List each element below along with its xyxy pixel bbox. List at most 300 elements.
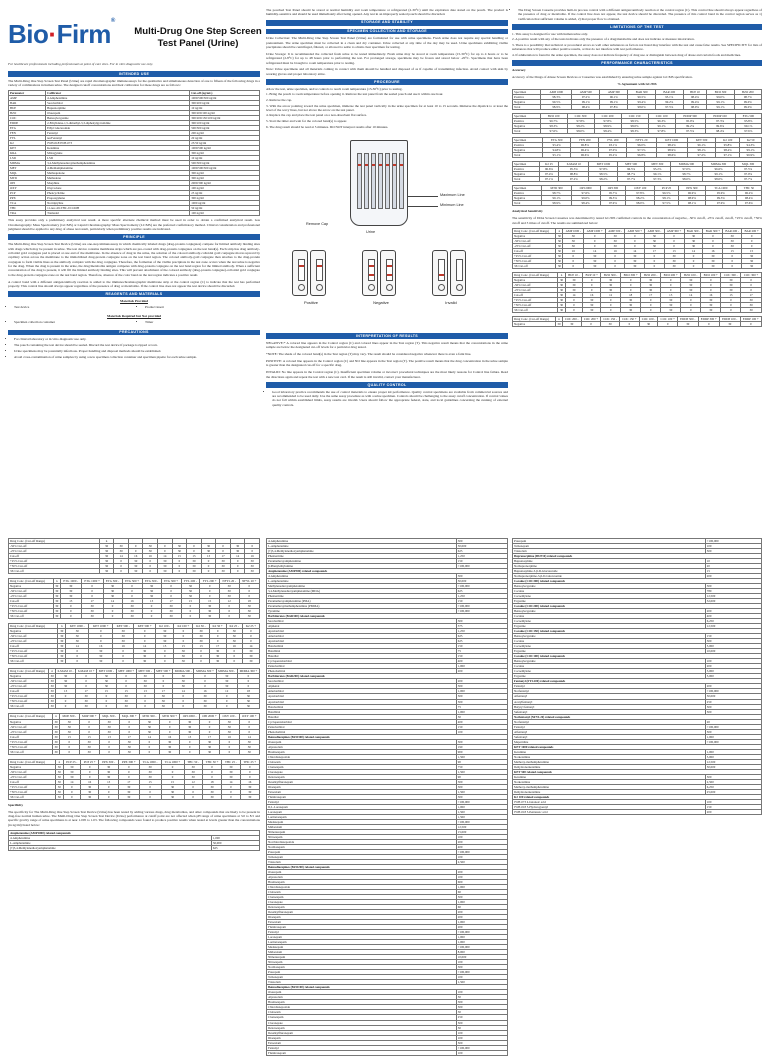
compound-value: 50,000: [456, 544, 507, 549]
urine-label: Urine: [366, 230, 376, 235]
table-cell: Morphine: [46, 181, 190, 186]
table-cell: 30: [209, 659, 226, 664]
table-cell: 0: [240, 764, 259, 769]
table-cell: 30: [242, 659, 259, 664]
table-cell: 0: [172, 564, 187, 569]
compound-name: Amobarbital: [267, 689, 457, 694]
table-cell: 30: [119, 749, 140, 754]
table-cell: 30: [161, 604, 181, 609]
table-header-cell: ETG 500 +: [122, 579, 142, 584]
table-header-cell: BAR 200: [655, 90, 683, 95]
table-cell: 30: [684, 239, 703, 244]
table-cell: 30: [625, 254, 645, 259]
table-cell: 30: [222, 764, 240, 769]
table-cell: 16: [122, 599, 142, 604]
column-2: [266, 8, 508, 532]
table-cell: 0: [122, 594, 142, 599]
table-cell: 0: [584, 233, 606, 238]
compound-value: >100,000: [456, 1045, 507, 1050]
compound-name: Aprobarbital: [267, 694, 457, 699]
table-header-cell: MET 300: [644, 162, 670, 167]
compound-name: Buprenorphine: [513, 559, 706, 564]
table-cell: 30: [66, 639, 89, 644]
compound-value: 200: [456, 915, 507, 920]
table-cell: Oxycodone: [46, 186, 190, 191]
table-cell: Negative: [513, 322, 556, 327]
compound-value: >100,000: [456, 584, 507, 589]
table-cell: 30: [741, 303, 762, 308]
table-cell: 96.6%: [571, 153, 599, 158]
table-cell: 0: [159, 729, 180, 734]
table-cell: 98.1%: [687, 148, 715, 153]
table-cell: 30: [703, 264, 723, 269]
positive-label: Positive: [303, 300, 318, 306]
compound-name: Ecgonine: [513, 624, 706, 629]
table-cell: 300/200 ng/ml: [190, 101, 260, 106]
compound-name: Alfentanyl: [513, 694, 706, 699]
compound-value: 400: [705, 614, 761, 619]
compound-name: Bromazepam: [267, 880, 457, 885]
logo-bio: Bio: [8, 19, 49, 49]
compound-value: 300: [456, 1000, 507, 1005]
table-cell: 0: [55, 704, 75, 709]
table-header-cell: BZO 200: [734, 90, 761, 95]
table-cell: 0: [701, 278, 721, 283]
table-cell: Negative: [513, 124, 541, 129]
table-cell: 16: [113, 644, 134, 649]
compound-value: 200: [705, 684, 761, 689]
table-cell: 0: [222, 794, 240, 799]
interp-positive: POSITIVE: A colored line appears in the Control region (C) and NO line appears in the Test region (T). The positive result means that the drug concentration in the urine sample is greater than the designated cut-off for a specific drug.: [266, 358, 508, 368]
compound-name: Alprazolam: [267, 744, 457, 749]
table-header-cell: PPX 300 -: [99, 759, 119, 764]
section-reagents: REAGENTS AND MATERIALS: [8, 291, 260, 297]
table-cell: 0: [583, 283, 601, 288]
table-cell: 15: [79, 734, 99, 739]
table-cell: TCA: [9, 201, 46, 206]
table-cell: 30: [562, 322, 581, 327]
table-cell: 0: [565, 298, 582, 303]
table-cell: 96.4%: [571, 148, 599, 153]
table-cell: 30: [220, 719, 239, 724]
table-cell: 30: [701, 298, 721, 303]
table-cell: 0: [220, 744, 239, 749]
table-cell: 0: [156, 659, 174, 664]
material-item: • Specimen collection container: [14, 320, 129, 324]
compound-value: 3,000: [705, 669, 761, 674]
table-cell: 30: [56, 774, 64, 779]
table-cell: 0: [142, 609, 161, 614]
table-header-cell: EDDP 300: [675, 114, 705, 119]
table-cell: 30: [742, 254, 762, 259]
table-cell: 30: [60, 724, 79, 729]
table-header-cell: Specimen: [513, 90, 541, 95]
table-cell: 30: [681, 278, 701, 283]
table-cell: 30: [173, 684, 194, 689]
table-header-cell: MQL 300 +: [119, 714, 140, 719]
remove-cap-label: Remove Cap: [306, 222, 329, 227]
table-header-cell: TCA 1000 -: [139, 759, 161, 764]
compound-value: 500: [705, 549, 761, 554]
table-header-cell: 6-MAM 10: [559, 162, 589, 167]
table-cell: 0: [55, 699, 75, 704]
compound-value: 200: [456, 925, 507, 930]
table-cell: 30: [154, 694, 173, 699]
table-cell: 30: [99, 549, 114, 554]
table-cell: 0: [581, 322, 601, 327]
table-header-cell: ETG 300: [542, 138, 570, 143]
table-cell: 30: [122, 609, 142, 614]
table-cell: 30: [143, 544, 158, 549]
table-cell: 30: [174, 659, 193, 664]
table-cell: 97.0%: [670, 167, 702, 172]
table-cell: Cut-off: [513, 293, 558, 298]
compound-value: 300: [456, 779, 507, 784]
compound-value: >100,000: [456, 930, 507, 935]
table-cell: 30: [601, 278, 621, 283]
table-cell: 100 ng/ml: [190, 211, 260, 216]
table-cell: 17: [199, 734, 219, 739]
table-cell: 0: [240, 769, 259, 774]
table-cell: 0: [143, 564, 158, 569]
procedure-step: 6. The drug result should be read at 5 minutes. DO NOT interpret results after 10 minutes.: [266, 124, 389, 129]
section-limitations: LIMITATIONS OF THE TEST: [512, 24, 762, 30]
data-table: [512, 89, 762, 110]
table-cell: 0: [625, 239, 645, 244]
compound-name: Buprenorphine-3-β-D-Glucuronide: [513, 569, 706, 574]
table-cell: 30: [194, 694, 216, 699]
table-header-cell: OPI 2000 -: [180, 714, 199, 719]
table-cell: 30: [158, 559, 173, 564]
table-cell: 30: [194, 699, 216, 704]
table-cell: 30: [66, 629, 89, 634]
compound-value: 90: [456, 759, 507, 764]
table-cell: 98.0%: [628, 105, 656, 110]
compound-name: D,L-Lorazepam: [267, 804, 457, 809]
table-cell: 98.9%: [656, 148, 687, 153]
table-header-cell: KET 500: [687, 138, 715, 143]
table-header-cell: AMP 300: [600, 90, 628, 95]
table-cell: 98.4%: [705, 129, 735, 134]
compound-name: Methoxy-methamphetamine: [513, 784, 706, 789]
table-cell: 0: [216, 704, 237, 709]
compound-value: 500: [705, 704, 761, 709]
table-cell: 0: [97, 694, 116, 699]
table-cell: Ethyl Glucuronide: [46, 126, 190, 131]
data-table: [512, 185, 762, 206]
table-cell: 0: [79, 729, 99, 734]
table-cell: 0: [645, 264, 664, 269]
table-header-cell: Specimen: [513, 162, 540, 167]
table-cell: 0: [220, 749, 239, 754]
table-cell: 0: [139, 794, 161, 799]
table-header-cell: BZO 100: [540, 114, 567, 119]
table-cell: 0: [239, 724, 259, 729]
table-cell: 0: [184, 789, 202, 794]
table-cell: 0: [103, 609, 122, 614]
table-cell: 30: [56, 789, 64, 794]
precaution-item: • For clinical laboratory or in vitro diagnostic use only.: [14, 337, 260, 341]
table-cell: 30: [174, 649, 193, 654]
compound-value: 1,000: [456, 664, 507, 669]
table-cell: -50% Cut-off: [9, 589, 54, 594]
table-cell: 0: [202, 774, 221, 779]
table-cell: 15: [139, 779, 161, 784]
compound-name: Clobazam: [267, 759, 457, 764]
table-cell: 0: [242, 639, 259, 644]
table-cell: 30: [50, 674, 54, 679]
table-header-cell: Calibrator: [46, 91, 190, 96]
table-cell: 17: [209, 644, 226, 649]
table-cell: 98.1%: [655, 196, 679, 201]
table-cell: 30: [664, 254, 684, 259]
table-header-cell: FYL 200 -: [181, 579, 200, 584]
table-header-cell: COC 200 +: [581, 317, 601, 322]
compound-group-title: Norfentanyl (NFYL20) related compounds: [513, 714, 762, 719]
compound-value: 30: [456, 1025, 507, 1030]
table-cell: 13: [136, 689, 154, 694]
compound-value: 25,000: [705, 789, 761, 794]
table-cell: MDMA: [9, 161, 46, 166]
compound-name: Secobarbital: [267, 619, 457, 624]
table-cell: 0: [239, 594, 260, 599]
compound-value: 500: [456, 1005, 507, 1010]
table-cell: 30: [81, 609, 103, 614]
table-cell: 30: [721, 288, 741, 293]
table-header-cell: COC 150: [621, 114, 648, 119]
table-cell: 0: [239, 589, 260, 594]
table-cell: Negative: [513, 278, 558, 283]
table-cell: -25% Cut-off: [9, 774, 56, 779]
table-cell: 0: [66, 654, 89, 659]
table-header-cell: BZO 200 -: [641, 273, 661, 278]
table-cell: 30: [53, 589, 60, 594]
compound-value: 250: [705, 699, 761, 704]
table-cell: 30: [97, 679, 116, 684]
table-header-cell: ETG 300 -: [142, 579, 161, 584]
result-device-invalid: [450, 250, 466, 296]
table-cell: 17: [119, 734, 140, 739]
table-header-cell: THC 50 +: [202, 759, 221, 764]
table-cell: 0: [660, 288, 680, 293]
table-cell: 96.8%: [627, 153, 656, 158]
table-cell: +25% Cut-off: [9, 694, 49, 699]
compound-name: Nimetazepam: [267, 955, 457, 960]
table-cell: 0: [161, 764, 184, 769]
table-cell: 30: [660, 308, 680, 313]
compound-name: Aprobarbital: [267, 699, 457, 704]
table-cell: 30: [703, 254, 723, 259]
table-cell: 98.8%: [559, 172, 589, 177]
table-cell: Negative: [513, 148, 543, 153]
table-cell: 30: [174, 654, 193, 659]
compound-name: Cocaethylene: [513, 644, 706, 649]
table-cell: 99.5%: [600, 196, 626, 201]
table-cell: 30: [159, 739, 180, 744]
table-cell: 30: [558, 278, 565, 283]
compound-name: Norbuprenorphine: [513, 564, 706, 569]
compound-name: Benzoylecgonine: [513, 634, 706, 639]
table-cell: 30: [99, 774, 119, 779]
compound-group-title: Fentanyl (FYL200) related compounds: [513, 679, 762, 684]
table-cell: 0: [81, 769, 99, 774]
table-cell: 0: [81, 764, 99, 769]
table-header-cell: AMP 300 +: [664, 228, 684, 233]
table-cell: 30: [209, 654, 226, 659]
compound-table-right: [512, 538, 762, 815]
compound-value: 50: [456, 714, 507, 719]
table-cell: 0: [60, 739, 79, 744]
compound-group-title: Barbiturates (BAR200) related compounds: [267, 674, 508, 679]
compound-name: Ketamine: [513, 774, 706, 779]
table-cell: 0: [187, 544, 202, 549]
table-header-cell: THC 50 -: [184, 759, 202, 764]
compound-name: Delorazepam: [267, 1025, 457, 1030]
table-cell: 30: [58, 659, 66, 664]
table-header-cell: COC 300 -: [721, 273, 741, 278]
table-cell: 98.1%: [678, 201, 705, 206]
table-header-cell: COC 300: [567, 114, 594, 119]
table-header-cell: Drug Conc. (Cut-off Range): [513, 317, 556, 322]
table-cell: 97.4%: [539, 172, 558, 177]
table-header-cell: AMP 500: [572, 90, 600, 95]
table-cell: Methaqualone: [46, 171, 190, 176]
table-header-cell: TCA 1000: [706, 186, 737, 191]
compound-name: Benzoylecgonine: [513, 609, 706, 614]
table-cell: 30: [194, 704, 216, 709]
table-cell: JWH-018/JWH-073: [46, 141, 190, 146]
table-cell: 14: [63, 779, 80, 784]
table-cell: 0: [113, 649, 134, 654]
table-cell: 0: [658, 322, 678, 327]
interp-note: *NOTE: The shade of the colored band(s) in the Test region (T) may vary. The result should be considered negative whenever there is even a faint line.: [266, 352, 472, 357]
table-cell: 30: [58, 639, 66, 644]
table-cell: Total: [513, 153, 543, 158]
table-cell: 0: [119, 719, 140, 724]
table-cell: +25% Cut-off: [513, 298, 558, 303]
table-cell: 300 ng/ml: [190, 171, 260, 176]
table-cell: 30: [239, 749, 259, 754]
table-cell: 0: [222, 784, 240, 789]
table-cell: 14: [684, 249, 703, 254]
table-cell: 0: [140, 744, 160, 749]
table-cell: 0: [216, 699, 237, 704]
table-cell: 99.1%: [735, 124, 761, 129]
table-cell: 30: [245, 564, 260, 569]
compound-name: JWH-018 5-Pentanoic acid: [513, 809, 706, 814]
table-cell: 16: [89, 644, 113, 649]
table-cell: MET: [9, 166, 46, 171]
compound-name: Butabarbital: [267, 704, 457, 709]
compound-name: Prazepam: [267, 970, 457, 975]
table-cell: 98.7%: [670, 172, 702, 177]
compound-value: 300: [456, 965, 507, 970]
compound-name: d-Amphetamine: [267, 574, 457, 579]
table-cell: 0: [742, 239, 762, 244]
test-cup: [350, 140, 408, 226]
table-cell: 30: [99, 764, 119, 769]
table-header-cell: FYL 200: [599, 138, 627, 143]
table-cell: 30: [134, 649, 156, 654]
table-cell: 0: [159, 719, 180, 724]
table-cell: -25% Cut-off: [9, 729, 53, 734]
compound-name: Cocaine: [513, 639, 706, 644]
table-cell: 30: [557, 259, 561, 264]
table-header-cell: EDDP 100: [705, 114, 735, 119]
table-cell: PCP: [9, 191, 46, 196]
procedure-step: 4. Replace the cap and place the test panel on a non-absorbent flat surface.: [266, 113, 368, 118]
table-cell: 30: [81, 604, 103, 609]
table-header-cell: PCP 25: [655, 186, 679, 191]
table-cell: 30: [181, 589, 200, 594]
table-cell: 30: [557, 264, 561, 269]
table-cell: 95.9%: [706, 191, 737, 196]
table-cell: +50% Cut-off: [513, 303, 558, 308]
table-cell: 30: [143, 549, 158, 554]
table-cell: 0: [139, 784, 161, 789]
table-cell: 1000/500/300 ng/ml: [190, 96, 260, 101]
table-cell: 30: [219, 584, 239, 589]
table-cell: 30: [230, 544, 245, 549]
interp-invalid: INVALID: No line appears in the Control region (C). Insufficient specimen volume or incorrect procedural techniques are the most likely reasons for Control line failure. Read the directions again and repeat the test with a new test card. If the result is still invalid, contact your manufacturer.: [266, 370, 508, 379]
table-cell: 11-nor-Δ9-THC-9 COOH: [46, 206, 190, 211]
data-table: [8, 578, 260, 619]
compound-value: 2,500: [705, 779, 761, 784]
compound-name: Desalkylflurazepam: [267, 779, 457, 784]
table-cell: 0: [142, 604, 161, 609]
table-cell: 30: [114, 549, 129, 554]
compound-name: Cocaethylene: [513, 594, 706, 599]
table-cell: 96.6%: [539, 167, 558, 172]
accuracy-text: Accuracy of the Drugs of Abuse Screen Devices or Cassettes was established by ensuring urine sample against GC/MS specification.: [512, 74, 693, 79]
table-cell: 30: [113, 629, 134, 634]
table-cell: 30: [58, 649, 66, 654]
table-cell: 97.6%: [540, 129, 567, 134]
table-cell: 30: [660, 298, 680, 303]
compound-value: 100: [456, 1035, 507, 1040]
table-cell: 30: [99, 769, 119, 774]
table-cell: 3X Cut-off: [513, 264, 556, 269]
table-cell: 30: [606, 239, 625, 244]
table-cell: 0: [161, 774, 184, 779]
table-cell: +50% Cut-off: [9, 699, 49, 704]
table-cell: 25/50 ng/ml: [190, 141, 260, 146]
table-cell: BAR: [9, 101, 46, 106]
compound-value: 200: [456, 679, 507, 684]
table-cell: +50% Cut-off: [9, 789, 56, 794]
compound-value: 1,000: [456, 885, 507, 890]
table-cell: 30: [245, 559, 260, 564]
compound-group-title: Benzodiazepines (BZO200) related compounds: [267, 865, 508, 870]
compound-value: 20: [705, 719, 761, 724]
result-device-negative: [362, 250, 378, 296]
table-cell: Cut-off: [9, 779, 56, 784]
data-table: [512, 161, 762, 182]
table-cell: 99.1%: [542, 196, 571, 201]
table-cell: 0: [134, 629, 156, 634]
compound-name: Norfentanyl: [513, 689, 706, 694]
compound-value: >100,000: [456, 970, 507, 975]
table-cell: 30: [216, 559, 231, 564]
compound-name: Medazepam: [267, 819, 457, 824]
procedure-step: Allow the test, urine specimen, and/or controls to reach room temperature (15-30°C) prior to testing.: [266, 86, 403, 91]
table-cell: 0: [122, 589, 142, 594]
table-cell: 0: [139, 789, 161, 794]
table-cell: 30: [222, 774, 240, 779]
compound-name: JWH-073 4-butanoic acid: [513, 799, 706, 804]
table-cell: 97.1%: [716, 153, 740, 158]
table-cell: 30: [53, 609, 60, 614]
